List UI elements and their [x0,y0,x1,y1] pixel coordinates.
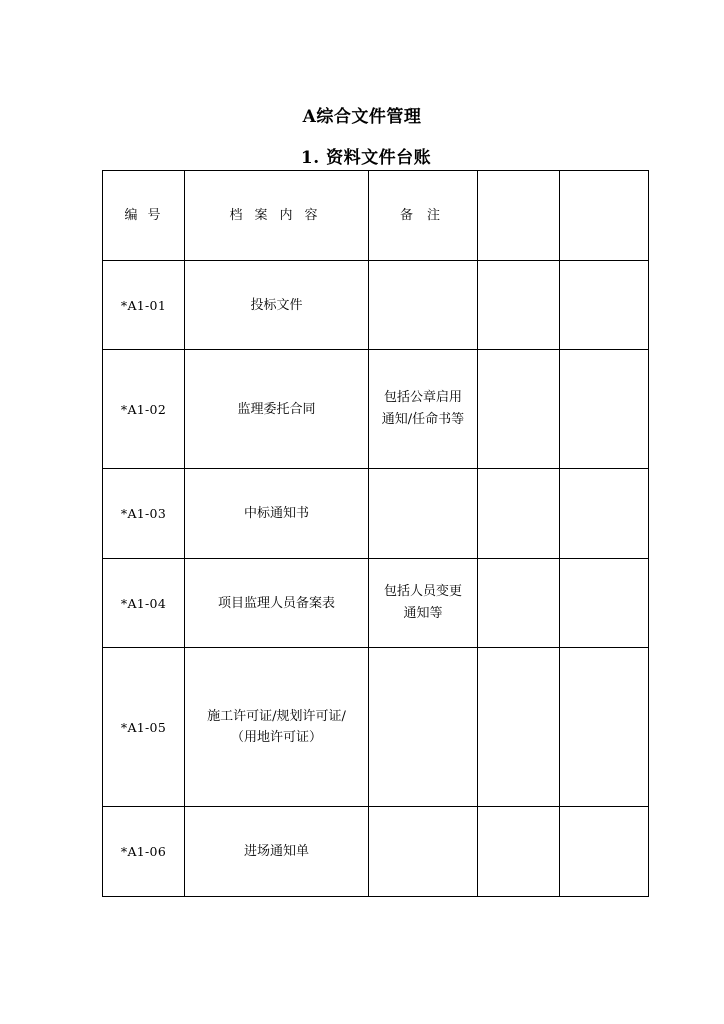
row-content: 项目监理人员备案表 [185,559,369,648]
row-note [369,350,478,469]
table-row [103,559,649,648]
table-row [103,807,649,897]
table-header-row [103,171,649,261]
header-content: 档案内容 [185,171,369,261]
row-extra-1 [478,648,560,807]
row-content: 投标文件 [185,261,369,350]
row-extra-2 [560,648,649,807]
row-content-line-1: 施工许可证/规划许可证/ [207,709,346,724]
header-extra-1 [478,171,560,261]
header-extra-2 [560,171,649,261]
row-content [185,648,369,807]
row-extra-2 [560,559,649,648]
row-code: *A1-06 [103,807,185,897]
row-content: 中标通知书 [185,469,369,559]
row-note [369,807,478,897]
row-code: *A1-04 [103,559,185,648]
table-row [103,350,649,469]
row-extra-2 [560,261,649,350]
row-extra-1 [478,261,560,350]
row-note-line-1: 包括人员变更 [383,584,462,599]
row-note [369,559,478,648]
row-extra-2 [560,469,649,559]
table-row [103,469,649,559]
table-row [103,261,649,350]
row-content: 进场通知单 [185,807,369,897]
row-content: 监理委托合同 [185,350,369,469]
row-extra-1 [478,350,560,469]
row-note-line-2: 通知等 [403,606,443,621]
header-code: 编号 [103,171,185,261]
row-content-line-2: （用地许可证） [230,730,322,745]
header-note: 备注 [369,171,478,261]
document-subtitle: 1. 资料文件台账 [300,148,432,168]
row-code: *A1-03 [103,469,185,559]
row-extra-1 [478,469,560,559]
row-note [369,469,478,559]
row-note-line-1: 包括公章启用 [383,390,462,405]
document-title: A综合文件管理 [302,107,422,127]
file-ledger-table [102,170,649,897]
row-extra-2 [560,807,649,897]
row-code: *A1-02 [103,350,185,469]
row-extra-1 [478,807,560,897]
table-row [103,648,649,807]
row-extra-1 [478,559,560,648]
row-note-line-2: 通知/任命书等 [381,412,465,427]
row-note [369,648,478,807]
row-note [369,261,478,350]
row-code: *A1-05 [103,648,185,807]
row-extra-2 [560,350,649,469]
row-code: *A1-01 [103,261,185,350]
